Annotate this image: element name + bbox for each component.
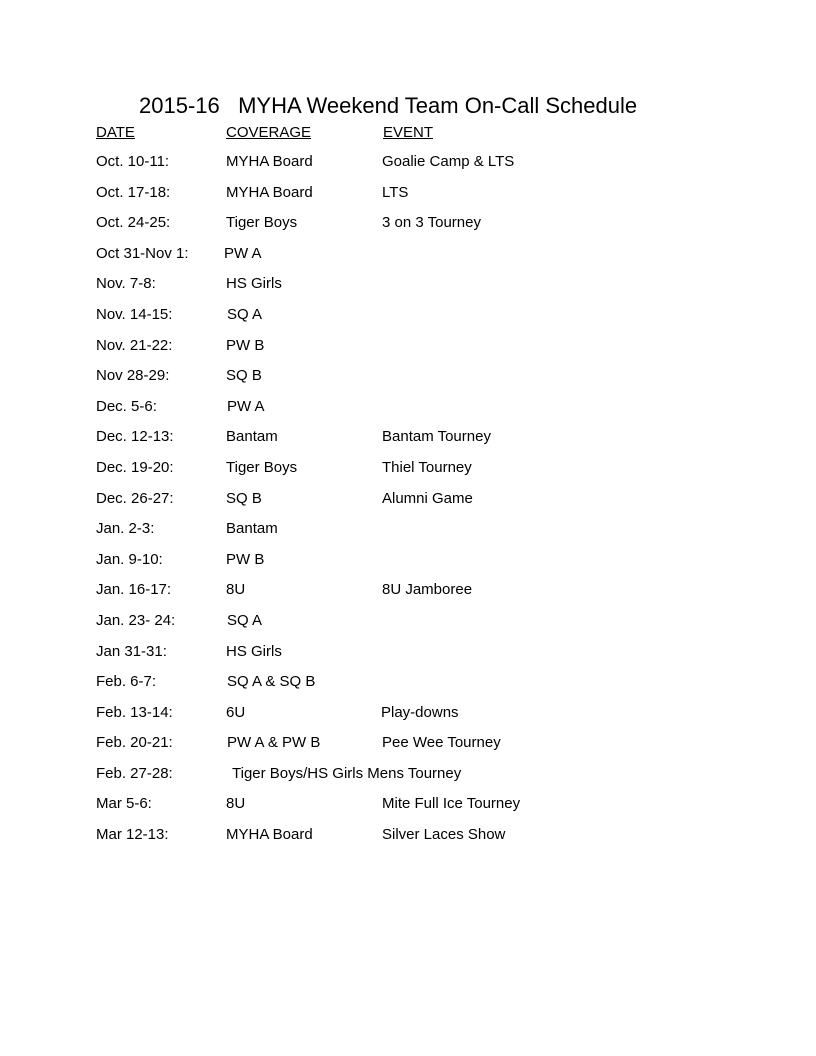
table-row: [96, 825, 716, 856]
row-coverage: SQ A: [227, 305, 263, 323]
row-date: Nov. 7-8:: [96, 275, 156, 293]
header-date: DATE: [96, 124, 135, 141]
row-date: Feb. 27-28:: [96, 764, 173, 782]
table-row: [96, 427, 716, 458]
row-coverage: 6U: [226, 703, 246, 721]
row-coverage: Bantam: [226, 520, 278, 538]
row-date: Jan. 23- 24:: [96, 611, 176, 629]
row-date: Dec. 19-20:: [96, 458, 174, 476]
row-date: Dec. 5-6:: [96, 397, 157, 415]
table-row: [96, 305, 716, 336]
row-event: Thiel Tourney: [382, 458, 472, 476]
row-event: Goalie Camp & LTS: [382, 153, 515, 170]
row-date: Nov. 21-22:: [96, 336, 173, 354]
table-row: [96, 550, 716, 581]
row-event: 3 on 3 Tourney: [382, 214, 481, 232]
row-date: Oct. 17-18:: [96, 183, 171, 201]
table-row: [96, 672, 716, 703]
table-row: [96, 794, 716, 825]
row-event: LTS: [382, 183, 409, 201]
page-title: 2015-16 MYHA Weekend Team On-Call Schedule: [139, 93, 638, 118]
table-row: [96, 366, 716, 397]
row-date: Feb. 20-21:: [96, 734, 173, 752]
row-coverage: Tiger Boys: [226, 214, 298, 232]
row-event: Alumni Game: [382, 489, 473, 507]
header-coverage: COVERAGE: [226, 124, 312, 141]
row-coverage: SQ B: [226, 367, 262, 385]
header-event: EVENT: [383, 124, 434, 141]
row-date: Nov. 14-15:: [96, 305, 173, 323]
row-date: Oct. 24-25:: [96, 214, 171, 232]
table-row: [96, 733, 716, 764]
table-row: [96, 152, 716, 183]
row-coverage: Tiger Boys: [226, 458, 298, 476]
row-event: Mite Full Ice Tourney: [382, 795, 521, 813]
row-coverage: 8U: [226, 795, 246, 813]
row-coverage: PW B: [226, 550, 265, 568]
table-row: [96, 703, 716, 734]
schedule-header: [96, 123, 696, 143]
row-date: Feb. 6-7:: [96, 673, 157, 691]
row-coverage: MYHA Board: [226, 826, 313, 844]
table-row: [96, 489, 716, 520]
row-coverage: Tiger Boys/HS Girls Mens Tourney: [232, 764, 462, 782]
table-row: [96, 213, 716, 244]
table-row: [96, 764, 716, 795]
table-row: [96, 244, 716, 275]
row-event: Play-downs: [381, 703, 459, 721]
row-date: Mar 12-13:: [96, 826, 169, 844]
row-coverage: PW A: [227, 397, 265, 415]
table-row: [96, 642, 716, 673]
row-coverage: HS Girls: [226, 275, 282, 293]
row-coverage: PW A & PW B: [227, 734, 321, 752]
row-event: Pee Wee Tourney: [382, 734, 501, 752]
row-date: Dec. 12-13:: [96, 428, 174, 446]
table-row: [96, 580, 716, 611]
row-date: Nov 28-29:: [96, 367, 170, 385]
row-date: Jan. 9-10:: [96, 550, 163, 568]
row-date: Oct 31-Nov 1:: [96, 244, 189, 262]
row-coverage: MYHA Board: [226, 153, 313, 170]
row-coverage: HS Girls: [226, 642, 282, 660]
row-coverage: Bantam: [226, 428, 278, 446]
table-row: [96, 274, 716, 305]
row-date: Jan 31-31:: [96, 642, 167, 660]
row-coverage: PW B: [226, 336, 265, 354]
table-row: [96, 336, 716, 367]
row-date: Dec. 26-27:: [96, 489, 174, 507]
row-coverage: SQ B: [226, 489, 262, 507]
row-date: Feb. 13-14:: [96, 703, 173, 721]
row-date: Jan. 2-3:: [96, 520, 155, 538]
table-row: [96, 611, 716, 642]
row-coverage: SQ A & SQ B: [227, 673, 316, 691]
row-date: Jan. 16-17:: [96, 581, 172, 599]
row-coverage: MYHA Board: [226, 183, 313, 201]
row-date: Mar 5-6:: [96, 795, 152, 813]
table-row: [96, 397, 716, 428]
table-row: [96, 458, 716, 489]
row-event: Silver Laces Show: [382, 826, 506, 844]
row-event: Bantam Tourney: [382, 428, 491, 446]
row-event: 8U Jamboree: [382, 581, 473, 599]
table-row: [96, 519, 716, 550]
row-coverage: 8U: [226, 581, 246, 599]
table-row: [96, 183, 716, 214]
row-coverage: SQ A: [227, 611, 263, 629]
row-date: Oct. 10-11:: [96, 153, 170, 170]
schedule-table: [96, 152, 716, 856]
row-coverage: PW A: [224, 244, 262, 262]
